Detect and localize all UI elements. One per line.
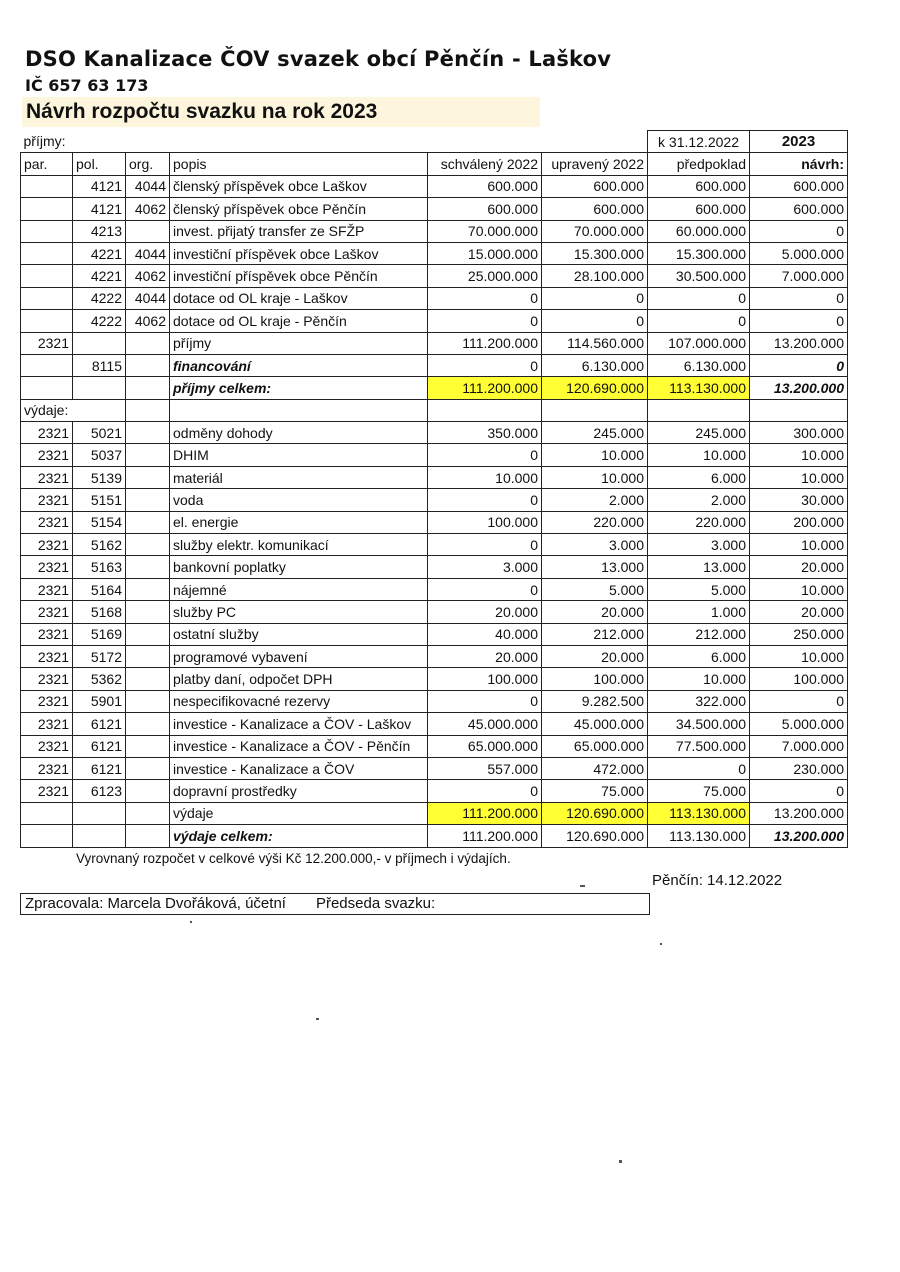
cell-expected: 600.000	[648, 175, 750, 197]
cell-par	[21, 242, 73, 264]
cell-org: 4062	[126, 265, 170, 287]
cell-adjusted: 20.000	[542, 601, 648, 623]
cell-expected: 245.000	[648, 422, 750, 444]
cell-pol: 5154	[73, 511, 126, 533]
cell-proposal: 10.000	[750, 578, 848, 600]
cell-approved: 40.000	[428, 623, 542, 645]
cell-pol: 4221	[73, 265, 126, 287]
cell-org	[126, 332, 170, 354]
cell-description: investice - Kanalizace a ČOV	[170, 757, 428, 779]
expense-row	[21, 444, 848, 466]
cell-description: dopravní prostředky	[170, 780, 428, 802]
cell-adjusted: 114.560.000	[542, 332, 648, 354]
cell-adjusted: 28.100.000	[542, 265, 648, 287]
cell-pol: 5162	[73, 534, 126, 556]
cell-par: 2321	[21, 556, 73, 578]
cell-pol: 5901	[73, 690, 126, 712]
cell-adjusted: 10.000	[542, 444, 648, 466]
cell-org: 4044	[126, 242, 170, 264]
cell-expected: 75.000	[648, 780, 750, 802]
scan-speck	[580, 885, 585, 887]
scan-speck	[619, 1160, 622, 1163]
cell-description: investiční příspěvek obce Laškov	[170, 242, 428, 264]
cell-expected: 60.000.000	[648, 220, 750, 242]
cell-proposal: 0	[750, 354, 848, 376]
cell-pol: 4213	[73, 220, 126, 242]
cell-par: 2321	[21, 668, 73, 690]
cell-approved: 0	[428, 578, 542, 600]
cell-description: členský příspěvek obce Pěnčín	[170, 198, 428, 220]
cell-expected: 13.000	[648, 556, 750, 578]
cell-adjusted: 2.000	[542, 489, 648, 511]
balanced-budget-note: Vyrovnaný rozpočet v celkové výši Kč 12.200.000,- v příjmech i výdajích.	[76, 851, 511, 866]
cell-description: bankovní poplatky	[170, 556, 428, 578]
cell-expected: 1.000	[648, 601, 750, 623]
cell-expected: 113.130.000	[648, 802, 750, 824]
col-header-par: par.	[21, 153, 73, 175]
col-header-pol: pol.	[73, 153, 126, 175]
expense-row	[21, 623, 848, 645]
cell-par	[21, 175, 73, 197]
cell-par: 2321	[21, 332, 73, 354]
budget-year: 2023	[750, 131, 848, 153]
cell-description: nespecifikovacné rezervy	[170, 690, 428, 712]
section-header-row	[21, 131, 848, 153]
cell-org	[126, 713, 170, 735]
cell-par	[21, 220, 73, 242]
cell-description: příjmy	[170, 332, 428, 354]
scan-speck	[660, 943, 662, 945]
expense-total-row	[21, 825, 848, 847]
cell-proposal: 7.000.000	[750, 735, 848, 757]
expense-subtotal-row	[21, 802, 848, 824]
cell-par: 2321	[21, 489, 73, 511]
col-header-proposal: návrh:	[750, 153, 848, 175]
expense-row	[21, 690, 848, 712]
cell-par: 2321	[21, 623, 73, 645]
cell-description: DHIM	[170, 444, 428, 466]
cell-proposal: 600.000	[750, 198, 848, 220]
cell-org: 4062	[126, 310, 170, 332]
cell-expected: 322.000	[648, 690, 750, 712]
expense-row	[21, 422, 848, 444]
cell-approved: 100.000	[428, 668, 542, 690]
cell-pol: 4221	[73, 242, 126, 264]
cell-par	[21, 377, 73, 399]
cell-par: 2321	[21, 645, 73, 667]
cell-org	[126, 534, 170, 556]
cell-description: invest. přijatý transfer ze SFŽP	[170, 220, 428, 242]
cell-proposal: 30.000	[750, 489, 848, 511]
cell-par: 2321	[21, 511, 73, 533]
cell-pol: 6121	[73, 713, 126, 735]
cell-pol: 4121	[73, 198, 126, 220]
cell-proposal: 20.000	[750, 556, 848, 578]
scan-speck	[316, 1018, 319, 1020]
cell-par	[21, 354, 73, 376]
cell-approved: 100.000	[428, 511, 542, 533]
cell-org	[126, 354, 170, 376]
cell-pol: 5139	[73, 466, 126, 488]
cell-approved: 0	[428, 489, 542, 511]
cell-approved: 20.000	[428, 645, 542, 667]
cell-proposal: 0	[750, 310, 848, 332]
cell-org	[126, 690, 170, 712]
expense-row	[21, 601, 848, 623]
cell-proposal: 0	[750, 690, 848, 712]
cell-empty	[648, 399, 750, 421]
cell-pol: 6121	[73, 735, 126, 757]
cell-approved: 10.000	[428, 466, 542, 488]
cell-org	[126, 556, 170, 578]
cell-adjusted: 0	[542, 310, 648, 332]
cell-description: dotace od OL kraje - Pěnčín	[170, 310, 428, 332]
cell-adjusted: 6.130.000	[542, 354, 648, 376]
cell-proposal: 13.200.000	[750, 332, 848, 354]
cell-adjusted: 120.690.000	[542, 377, 648, 399]
cell-adjusted: 3.000	[542, 534, 648, 556]
organization-title: DSO Kanalizace ČOV svazek obcí Pěnčín - Laškov	[25, 47, 612, 71]
cell-empty	[170, 399, 428, 421]
expense-row	[21, 534, 848, 556]
cell-description: voda	[170, 489, 428, 511]
cell-expected: 6.000	[648, 466, 750, 488]
cell-adjusted: 65.000.000	[542, 735, 648, 757]
cell-par: 2321	[21, 601, 73, 623]
cell-adjusted: 0	[542, 287, 648, 309]
income-row	[21, 287, 848, 309]
cell-approved: 111.200.000	[428, 825, 542, 847]
cell-adjusted: 9.282.500	[542, 690, 648, 712]
cell-proposal: 0	[750, 220, 848, 242]
cell-description: odměny dohody	[170, 422, 428, 444]
cell-description: investice - Kanalizace a ČOV - Laškov	[170, 713, 428, 735]
cell-par	[21, 802, 73, 824]
income-row	[21, 175, 848, 197]
income-row	[21, 265, 848, 287]
cell-adjusted: 13.000	[542, 556, 648, 578]
section-label-income: příjmy:	[23, 133, 66, 150]
cell-par	[21, 825, 73, 847]
cell-adjusted: 15.300.000	[542, 242, 648, 264]
signature-box	[20, 893, 650, 915]
cell-expected: 10.000	[648, 668, 750, 690]
place-and-date: Pěnčín: 14.12.2022	[652, 872, 783, 889]
budget-table	[20, 130, 848, 848]
cell-approved: 0	[428, 287, 542, 309]
cell-description: služby elektr. komunikací	[170, 534, 428, 556]
document-title: Návrh rozpočtu svazku na rok 2023	[22, 97, 540, 127]
cell-adjusted: 120.690.000	[542, 825, 648, 847]
cell-adjusted: 472.000	[542, 757, 648, 779]
cell-approved: 0	[428, 780, 542, 802]
cell-expected: 30.500.000	[648, 265, 750, 287]
cell-adjusted: 600.000	[542, 175, 648, 197]
income-total-row	[21, 377, 848, 399]
cell-org	[126, 645, 170, 667]
cell-approved: 0	[428, 310, 542, 332]
expense-row	[21, 780, 848, 802]
cell-expected: 212.000	[648, 623, 750, 645]
cell-par: 2321	[21, 444, 73, 466]
cell-org	[126, 601, 170, 623]
cell-par: 2321	[21, 757, 73, 779]
column-header-row	[21, 153, 848, 175]
cell-org	[126, 220, 170, 242]
cell-org	[126, 377, 170, 399]
cell-empty	[126, 399, 170, 421]
col-header-org: org.	[126, 153, 170, 175]
cell-par	[21, 265, 73, 287]
cell-adjusted: 75.000	[542, 780, 648, 802]
expense-row	[21, 511, 848, 533]
section-label-expense: výdaje:	[21, 399, 126, 421]
cell-expected: 107.000.000	[648, 332, 750, 354]
expense-row	[21, 489, 848, 511]
cell-description: financování	[170, 354, 428, 376]
scan-speck	[190, 921, 192, 923]
cell-par	[21, 287, 73, 309]
cell-pol: 5169	[73, 623, 126, 645]
chair-signature-label: Předseda svazku:	[315, 895, 436, 912]
cell-approved: 111.200.000	[428, 377, 542, 399]
cell-org	[126, 422, 170, 444]
cell-proposal: 0	[750, 287, 848, 309]
expense-row	[21, 466, 848, 488]
cell-pol: 6123	[73, 780, 126, 802]
cell-org	[126, 780, 170, 802]
cell-proposal: 13.200.000	[750, 802, 848, 824]
cell-proposal: 300.000	[750, 422, 848, 444]
expense-row	[21, 713, 848, 735]
cell-par: 2321	[21, 690, 73, 712]
cell-expected: 0	[648, 757, 750, 779]
cell-expected: 77.500.000	[648, 735, 750, 757]
cell-proposal: 7.000.000	[750, 265, 848, 287]
cell-approved: 3.000	[428, 556, 542, 578]
cell-approved: 0	[428, 690, 542, 712]
cell-org	[126, 578, 170, 600]
cell-pol: 5021	[73, 422, 126, 444]
cell-description: výdaje	[170, 802, 428, 824]
cell-approved: 0	[428, 354, 542, 376]
cell-org	[126, 668, 170, 690]
cell-par: 2321	[21, 780, 73, 802]
cell-description: programové vybavení	[170, 645, 428, 667]
cell-proposal: 600.000	[750, 175, 848, 197]
expense-row	[21, 668, 848, 690]
cell-pol	[73, 802, 126, 824]
cell-description: materiál	[170, 466, 428, 488]
income-row	[21, 220, 848, 242]
as-of-date: k 31.12.2022	[648, 131, 750, 153]
cell-pol: 4222	[73, 287, 126, 309]
cell-expected: 113.130.000	[648, 825, 750, 847]
cell-pol: 5037	[73, 444, 126, 466]
cell-description: dotace od OL kraje - Laškov	[170, 287, 428, 309]
cell-expected: 6.130.000	[648, 354, 750, 376]
cell-pol: 5163	[73, 556, 126, 578]
cell-pol: 5362	[73, 668, 126, 690]
company-id: IČ 657 63 173	[25, 76, 149, 95]
cell-adjusted: 220.000	[542, 511, 648, 533]
cell-adjusted: 45.000.000	[542, 713, 648, 735]
cell-org	[126, 623, 170, 645]
cell-proposal: 200.000	[750, 511, 848, 533]
cell-pol	[73, 377, 126, 399]
cell-approved: 600.000	[428, 175, 542, 197]
financing-row	[21, 354, 848, 376]
cell-proposal: 10.000	[750, 466, 848, 488]
cell-approved: 20.000	[428, 601, 542, 623]
expense-row	[21, 645, 848, 667]
cell-proposal: 10.000	[750, 534, 848, 556]
cell-description: ostatní služby	[170, 623, 428, 645]
col-header-popis: popis	[170, 153, 428, 175]
cell-adjusted: 100.000	[542, 668, 648, 690]
income-row	[21, 242, 848, 264]
cell-par: 2321	[21, 578, 73, 600]
section-header-row	[21, 399, 848, 421]
cell-par	[21, 198, 73, 220]
cell-proposal: 5.000.000	[750, 713, 848, 735]
cell-expected: 34.500.000	[648, 713, 750, 735]
cell-org	[126, 466, 170, 488]
cell-proposal: 13.200.000	[750, 377, 848, 399]
cell-proposal: 5.000.000	[750, 242, 848, 264]
expense-row	[21, 578, 848, 600]
cell-org: 4044	[126, 287, 170, 309]
cell-org	[126, 511, 170, 533]
cell-description: nájemné	[170, 578, 428, 600]
cell-par: 2321	[21, 735, 73, 757]
income-row	[21, 198, 848, 220]
cell-org	[126, 825, 170, 847]
cell-expected: 2.000	[648, 489, 750, 511]
cell-pol	[73, 825, 126, 847]
cell-expected: 6.000	[648, 645, 750, 667]
cell-adjusted: 10.000	[542, 466, 648, 488]
cell-approved: 111.200.000	[428, 802, 542, 824]
cell-pol: 5151	[73, 489, 126, 511]
cell-org	[126, 757, 170, 779]
cell-expected: 220.000	[648, 511, 750, 533]
cell-org: 4062	[126, 198, 170, 220]
cell-description: výdaje celkem:	[170, 825, 428, 847]
cell-pol	[73, 332, 126, 354]
income-row	[21, 310, 848, 332]
cell-expected: 15.300.000	[648, 242, 750, 264]
cell-pol: 4121	[73, 175, 126, 197]
expense-row	[21, 735, 848, 757]
cell-org	[126, 735, 170, 757]
cell-description: příjmy celkem:	[170, 377, 428, 399]
cell-adjusted: 245.000	[542, 422, 648, 444]
cell-pol: 5164	[73, 578, 126, 600]
cell-approved: 600.000	[428, 198, 542, 220]
cell-description: členský příspěvek obce Laškov	[170, 175, 428, 197]
cell-approved: 65.000.000	[428, 735, 542, 757]
cell-approved: 15.000.000	[428, 242, 542, 264]
cell-description: služby PC	[170, 601, 428, 623]
cell-org	[126, 444, 170, 466]
cell-approved: 70.000.000	[428, 220, 542, 242]
cell-expected: 3.000	[648, 534, 750, 556]
cell-approved: 25.000.000	[428, 265, 542, 287]
cell-adjusted: 120.690.000	[542, 802, 648, 824]
cell-expected: 5.000	[648, 578, 750, 600]
cell-expected: 10.000	[648, 444, 750, 466]
cell-empty	[750, 399, 848, 421]
cell-org: 4044	[126, 175, 170, 197]
cell-proposal: 100.000	[750, 668, 848, 690]
cell-par: 2321	[21, 534, 73, 556]
col-header-approved: schválený 2022	[428, 153, 542, 175]
cell-description: el. energie	[170, 511, 428, 533]
cell-approved: 0	[428, 534, 542, 556]
cell-pol: 5168	[73, 601, 126, 623]
cell-description: investice - Kanalizace a ČOV - Pěnčín	[170, 735, 428, 757]
cell-description: investiční příspěvek obce Pěnčín	[170, 265, 428, 287]
cell-par: 2321	[21, 466, 73, 488]
income-row	[21, 332, 848, 354]
cell-expected: 0	[648, 310, 750, 332]
cell-org	[126, 802, 170, 824]
expense-row	[21, 556, 848, 578]
cell-approved: 45.000.000	[428, 713, 542, 735]
cell-org	[126, 489, 170, 511]
cell-proposal: 0	[750, 780, 848, 802]
cell-approved: 557.000	[428, 757, 542, 779]
cell-empty	[542, 399, 648, 421]
cell-pol: 8115	[73, 354, 126, 376]
cell-par	[21, 310, 73, 332]
prepared-by: Zpracovala: Marcela Dvořáková, účetní	[25, 895, 286, 912]
cell-expected: 113.130.000	[648, 377, 750, 399]
cell-par: 2321	[21, 422, 73, 444]
cell-proposal: 13.200.000	[750, 825, 848, 847]
expense-row	[21, 757, 848, 779]
cell-proposal: 250.000	[750, 623, 848, 645]
cell-par: 2321	[21, 713, 73, 735]
cell-proposal: 10.000	[750, 645, 848, 667]
cell-proposal: 10.000	[750, 444, 848, 466]
col-header-expected: předpoklad	[648, 153, 750, 175]
cell-adjusted: 600.000	[542, 198, 648, 220]
cell-empty	[428, 399, 542, 421]
cell-pol: 5172	[73, 645, 126, 667]
cell-proposal: 230.000	[750, 757, 848, 779]
cell-adjusted: 5.000	[542, 578, 648, 600]
cell-description: platby daní, odpočet DPH	[170, 668, 428, 690]
cell-expected: 0	[648, 287, 750, 309]
cell-pol: 4222	[73, 310, 126, 332]
cell-expected: 600.000	[648, 198, 750, 220]
cell-approved: 350.000	[428, 422, 542, 444]
cell-proposal: 20.000	[750, 601, 848, 623]
cell-adjusted: 212.000	[542, 623, 648, 645]
cell-approved: 0	[428, 444, 542, 466]
cell-adjusted: 70.000.000	[542, 220, 648, 242]
cell-adjusted: 20.000	[542, 645, 648, 667]
col-header-adjusted: upravený 2022	[542, 153, 648, 175]
cell-pol: 6121	[73, 757, 126, 779]
cell-approved: 111.200.000	[428, 332, 542, 354]
